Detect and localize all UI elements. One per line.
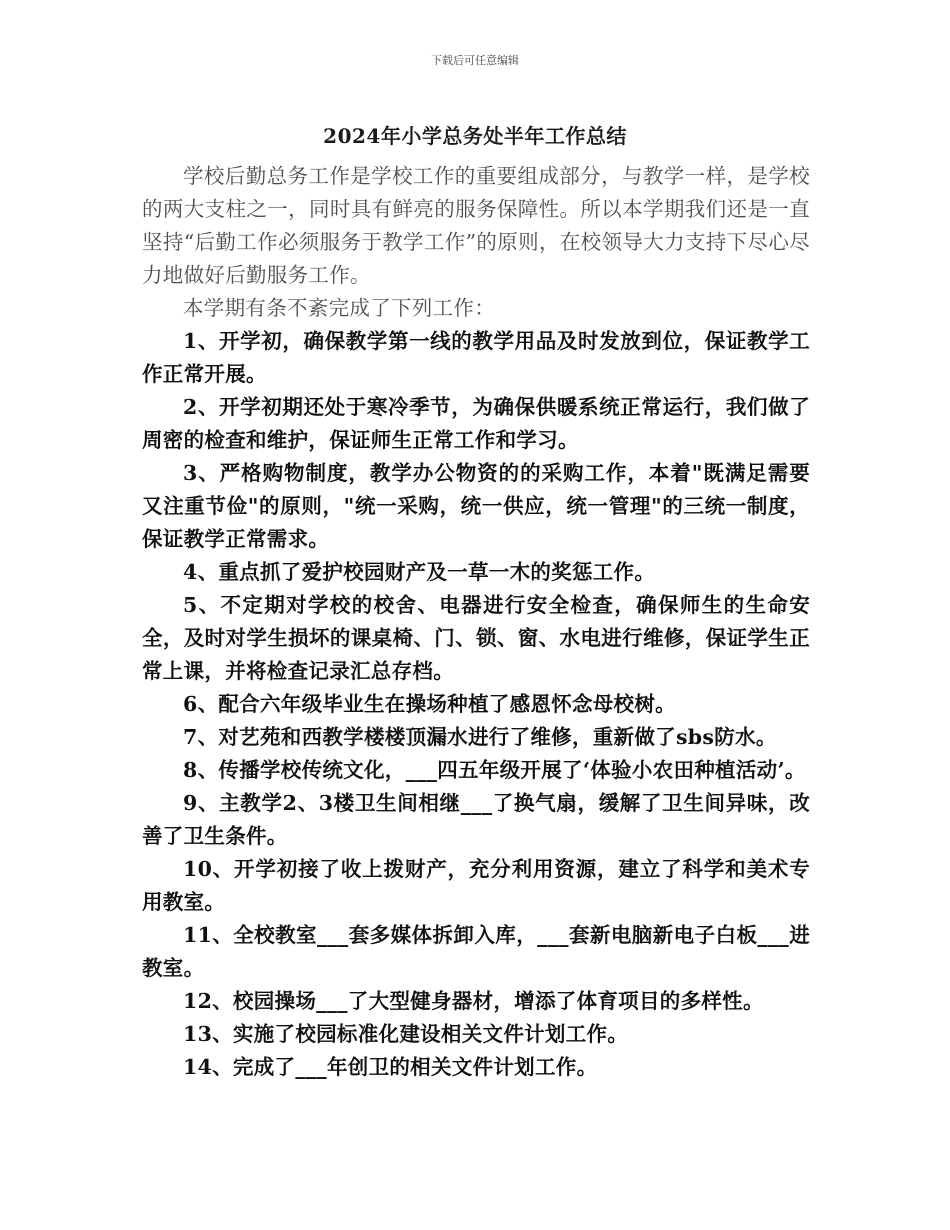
work-item: 13、实施了校园标准化建设相关文件计划工作。 [183,1022,629,1046]
work-item: 9、主教学2、3楼卫生间相继___了换气扇，缓解了卫生间异味，改善了卫生条件。 [142,791,810,848]
work-item: 6、配合六年级毕业生在操场种植了感恩怀念母校树。 [183,692,676,716]
work-item: 7、对艺苑和西教学楼楼顶漏水进行了维修，重新做了sbs防水。 [183,725,777,749]
work-item: 11、全校教室___套多媒体拆卸入库，___套新电脑新电子白板___进教室。 [142,923,810,980]
work-item: 4、重点抓了爱护校园财产及一草一木的奖惩工作。 [183,560,656,584]
document-title: 2024年小学总务处半年工作总结 [323,124,627,148]
work-item: 14、完成了___年创卫的相关文件计划工作。 [183,1055,598,1079]
work-item: 10、开学初接了收上拨财产，充分利用资源，建立了科学和美术专用教室。 [142,857,810,914]
work-item: 1、开学初，确保教学第一线的教学用品及时发放到位，保证教学工作正常开展。 [142,329,810,386]
intro-paragraph: 学校后勤总务工作是学校工作的重要组成部分，与教学一样，是学校的两大支柱之一，同时具有鲜亮的服务保障性。所以本学期我们还是一直坚持“后勤工作必须服务于教学工作”的原则，在校领导大力支持下尽心尽力地做好后勤服务工作。 [142,164,810,287]
intro-paragraph: 本学期有条不紊完成了下列工作： [183,296,495,320]
document-body [142,160,810,1084]
work-item: 3、严格购物制度，教学办公物资的的采购工作，本着"既满足需要又注重节俭"的原则，"统一采购，统一供应，统一管理"的三统一制度，保证教学正常需求。 [142,461,810,551]
work-item: 8、传播学校传统文化，___四五年级开展了‘体验小农田种植活动’。 [183,758,806,782]
work-item: 12、校园操场___了大型健身器材，增添了体育项目的多样性。 [183,989,764,1013]
work-item: 2、开学初期还处于寒冷季节，为确保供暖系统正常运行，我们做了周密的检查和维护，保证师生正常工作和学习。 [142,395,810,452]
work-item: 5、不定期对学校的校舍、电器进行安全检查，确保师生的生命安全，及时对学生损坏的课桌椅、门、锁、窗、水电进行维修，保证学生正常上课，并将检查记录汇总存档。 [142,593,810,683]
page-header: 下载后可任意编辑 [431,54,519,67]
